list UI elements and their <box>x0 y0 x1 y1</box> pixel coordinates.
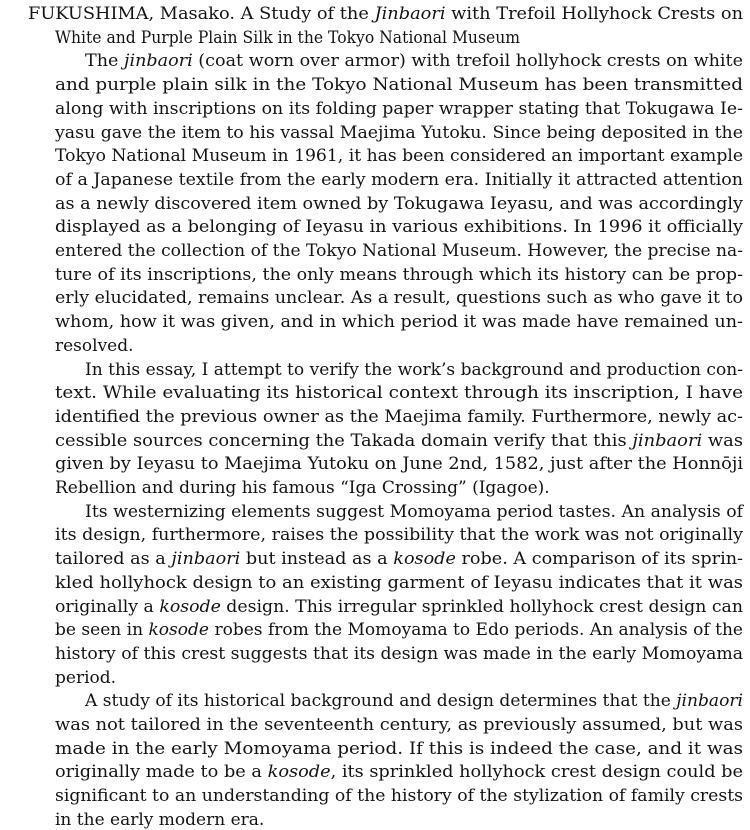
text-run: text. While evaluating its historical context through its inscription, I have <box>55 383 743 404</box>
citation-line <box>55 28 520 48</box>
italic-term: kosode <box>267 762 331 783</box>
text-run: identified the previous owner as the Maejima family. Furthermore, newly ac- <box>55 406 743 427</box>
text-run: tailored as a <box>55 549 172 570</box>
text-run: A Study of the <box>240 4 375 24</box>
text-run: entered the collection of the Tokyo National Museum. However, the precise na- <box>55 241 743 261</box>
body-line <box>55 312 743 332</box>
body-line <box>55 715 743 735</box>
body-line <box>55 644 743 664</box>
citation-line <box>28 4 743 24</box>
body-line <box>55 620 743 640</box>
text-run: with Trefoil Hollyhock Crests on <box>445 4 743 24</box>
text-run: Rebellion and during his famous “Iga Crossing” (Igagoe). <box>55 478 550 498</box>
text-run: White and Purple Plain Silk in the Tokyo National Museum <box>55 27 520 48</box>
text-run: in the early modern era. <box>55 809 265 830</box>
body-line <box>55 454 743 474</box>
body-line <box>55 810 264 830</box>
text-run: Its westernizing elements suggest Momoyama period tastes. An analysis of <box>85 501 743 522</box>
body-line <box>55 668 116 688</box>
text-run: its design, furthermore, raises the possibility that the work was not originally <box>55 525 743 546</box>
text-run: and purple plain silk in the Tokyo National Museum has been transmitted <box>55 75 743 96</box>
text-run: The <box>85 51 125 72</box>
body-line <box>55 217 743 237</box>
italic-term: jinbaori <box>171 549 241 570</box>
text-run: ture of its inscriptions, the only means through which its history can be prop- <box>55 264 743 285</box>
body-line <box>55 762 743 782</box>
text-run: design. This irregular sprinkled hollyhock crest design can <box>220 596 744 617</box>
italic-term: kosode <box>148 620 210 641</box>
body-line <box>55 146 743 166</box>
italic-term: jinbaori <box>632 430 703 451</box>
body-line <box>85 51 743 71</box>
italic-term: Jinbaori <box>374 4 446 24</box>
body-line <box>55 123 743 143</box>
text-run: originally made to be a <box>55 762 268 783</box>
italic-term: jinbaori <box>124 51 193 72</box>
text-run: as a newly discovered item owned by Tokugawa Ieyasu, and was accordingly <box>55 193 743 214</box>
body-line <box>55 383 743 403</box>
text-run: of a Japanese textile from the early modern era. Initially it attracted attention <box>55 169 743 190</box>
text-run: resolved. <box>55 335 134 356</box>
body-line <box>55 265 743 285</box>
body-line <box>55 786 743 806</box>
body-line <box>55 194 743 214</box>
body-line <box>55 739 743 759</box>
body-line <box>85 691 743 711</box>
text-run: given by Ieyasu to Maejima Yutoku on June 2nd, 1582, just after the Honnōji <box>55 454 744 475</box>
text-run: Tokyo National Museum in 1961, it has been considered an important example <box>55 146 743 167</box>
text-run: originally a <box>55 596 160 617</box>
body-line <box>55 75 743 95</box>
body-line <box>55 431 743 451</box>
body-line <box>55 170 743 190</box>
text-run: A study of its historical background and design determines that the <box>85 691 677 712</box>
body-line <box>55 336 134 356</box>
italic-term: kosode <box>159 596 221 617</box>
body-line <box>55 525 743 545</box>
text-run: , its sprinkled hollyhock crest design could be <box>330 762 743 783</box>
text-run: significant to an understanding of the history of the stylization of family crests <box>55 786 743 807</box>
body-line <box>55 288 743 308</box>
text-run: history of this crest suggests that its design was made in the early Momoyama <box>55 643 743 664</box>
italic-term: kosode <box>393 549 456 570</box>
text-run: displayed as a belonging of Ieyasu in various exhibitions. In 1996 it officially <box>55 217 743 238</box>
text-run: robes from the Momoyama to Edo periods. An analysis of the <box>209 620 743 641</box>
text-run: erly elucidated, remains unclear. As a result, questions such as who gave it to <box>55 288 743 309</box>
text-run: cessible sources concerning the Takada domain verify that this <box>55 430 633 451</box>
text-run: FUKUSHIMA, Masako. <box>28 4 241 24</box>
text-run: kled hollyhock design to an existing garment of Ieyasu indicates that it was <box>55 572 743 593</box>
body-line <box>85 502 743 522</box>
text-run: was not tailored in the seventeenth century, as previously assumed, but was <box>55 715 743 735</box>
body-line <box>85 360 743 380</box>
text-run: robe. A comparison of its sprin- <box>455 549 743 570</box>
text-run: be seen in <box>55 620 149 641</box>
text-run: In this essay, I attempt to verify the work’s background and production con- <box>85 359 743 380</box>
text-run: period. <box>55 667 117 688</box>
text-run: was <box>702 430 743 451</box>
text-run: (coat worn over armor) with trefoil hollyhock crests on white <box>192 51 743 72</box>
body-line <box>55 597 743 617</box>
body-line <box>55 573 743 593</box>
body-line <box>55 478 550 498</box>
text-run: along with inscriptions on its folding paper wrapper stating that Tokugawa Ie- <box>55 98 743 119</box>
text-run: yasu gave the item to his vassal Maejima Yutoku. Since being deposited in the <box>55 122 743 143</box>
body-line <box>55 407 743 427</box>
body-line <box>55 99 743 119</box>
body-line <box>55 241 743 261</box>
italic-term: jinbaori <box>676 691 743 712</box>
text-run: whom, how it was given, and in which period it was made have remained un- <box>55 312 743 333</box>
text-run: but instead as a <box>240 549 394 570</box>
text-run: made in the early Momoyama period. If this is indeed the case, and it was <box>55 738 743 759</box>
body-line <box>55 549 743 569</box>
